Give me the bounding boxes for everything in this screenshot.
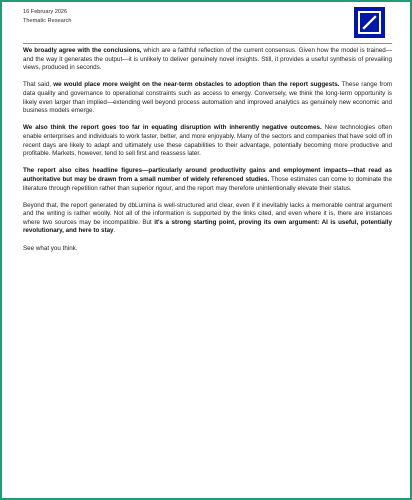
report-category: Thematic Research [23, 18, 72, 24]
paragraph-5-end: . [113, 227, 116, 235]
paragraph-1-lead: We broadly agree with the conclusions, [23, 47, 142, 54]
logo-slash-icon [360, 13, 379, 32]
paragraph-5-text: Beyond that, the report generated by dbLumina is well-structured and clear, even if it inevitably lacks a memorable central argument and the writing is rather woolly. Not all of the information is supported by the links cited, and even where it is, there are instances where two sources may be incompatible. But [23, 201, 392, 226]
paragraph-5-conclusion: it's a strong starting point, proving its own argument: AI is useful, potentially revolutionary, and here to stay [23, 218, 392, 235]
paragraph-5 [23, 202, 392, 236]
report-body [23, 47, 392, 262]
paragraph-2-text: These range from data quality and governance to operational constraints such as access to energy. Conversely, we think the long-term opportunity is likely even larger than implied—extending well beyond process automation and improved analytics as genuinely new economic and business models emerge. [23, 81, 393, 115]
paragraph-3-lead: We also think the report goes too far in equating disruption with inherently negative outcomes. [23, 124, 322, 132]
paragraph-2 [23, 81, 392, 115]
paragraph-6-text: See what you think. [23, 244, 78, 252]
paragraph-1-text: which are a faithful reflection of the current consensus. Given how the model is trained—and the way it generates the output—it is unlikely to deliver genuinely novel insights. Still, it provides a useful synthesis of prevailing views, produced in seconds. [23, 47, 392, 72]
paragraph-4-text: Those estimates can come to dominate the literature through repetition rather than superior rigour, and the report may therefore unintentionally elevate their status. [23, 175, 392, 192]
paragraph-3 [23, 124, 392, 158]
deutsche-bank-logo [354, 7, 385, 38]
paragraph-4 [23, 167, 392, 193]
paragraph-2-intro: That said, [23, 81, 54, 89]
paragraph-2-lead: we would place more weight on the near-term obstacles to adoption than the report suggests. [53, 81, 340, 89]
paragraph-4-lead: The report also cites headline figures—particularly around productivity gains and employment impacts—that read as authoritative but may be drawn from a small number of widely referenced studies. [23, 167, 392, 183]
logo-frame [358, 11, 381, 34]
paragraph-1 [23, 47, 392, 73]
report-date: 16 February 2026 [23, 9, 68, 15]
report-meta [23, 8, 72, 26]
header-divider [23, 43, 392, 44]
paragraph-6 [23, 245, 392, 254]
paragraph-3-text: New technologies often enable enterprises and individuals to work faster, better, and more enjoyably. Many of the sectors and companies that have sold off in recent days are likely to adapt and ultimately use these capabilities to their advantage, potentially becoming more productive and profitable. Markets, however, tend to sell first and reassess later. [23, 124, 392, 158]
